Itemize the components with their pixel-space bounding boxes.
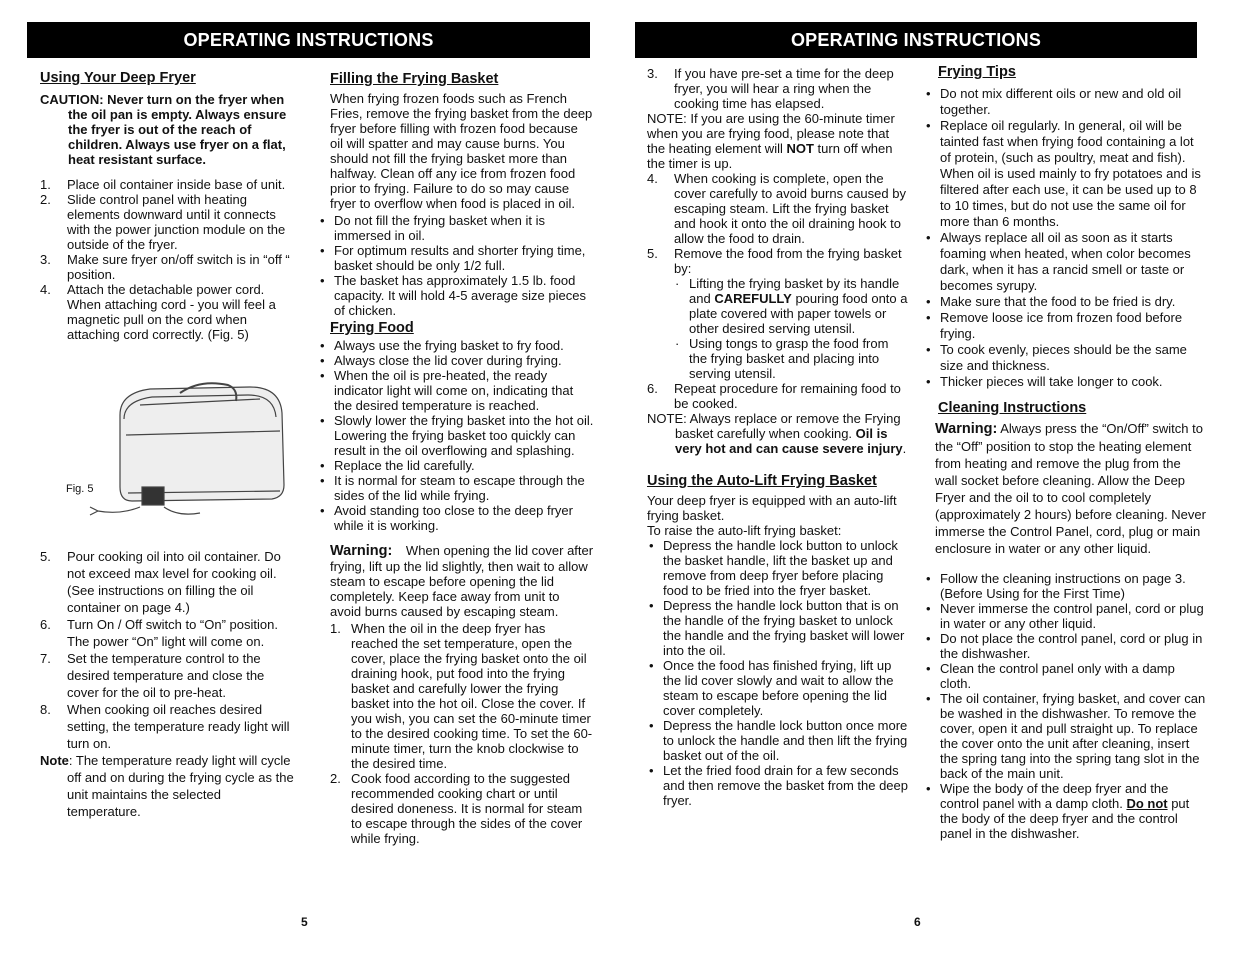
step-item: 5. Remove the food from the frying basket by:	[647, 246, 902, 276]
bullet-item: • Replace the lid carefully.	[320, 458, 475, 473]
bullet-item: • The basket has approximately 1.5 lb. food capacity. It will hold 4-5 average size pieces of chicken.	[320, 273, 586, 318]
right-page-banner	[635, 22, 1197, 58]
steps-continued	[40, 548, 298, 820]
warning-text: Always press the “On/Off” switch to the “Off” position to stop the heating element from heating and remove the plug from the wall socket before cleaning. Allow the Deep Fryer and the oil to to cool completely (approximately 2 hours) before cleaning. Never immerse the Control Panel, cord, plug or main enclosure in water or any other liquid.	[935, 421, 1206, 556]
section-heading: Using Your Deep Fryer	[40, 70, 196, 86]
steps-list	[40, 177, 298, 342]
auto-paragraph: Your deep fryer is equipped with an auto-lift frying basket.	[647, 493, 897, 523]
sub-item: · Using tongs to grasp the food from the frying basket and placing into serving utensil.	[675, 336, 889, 381]
banner-title: OPERATING INSTRUCTIONS	[183, 29, 434, 50]
cleaning-warning	[924, 420, 1206, 557]
auto-paragraph: To raise the auto-lift frying basket:	[647, 523, 842, 538]
note-timer: NOTE: If you are using the 60-minute timer when you are frying food, please note that the heating element will NOT turn off when the timer is up.	[647, 111, 895, 171]
section-heading: Using the Auto-Lift Frying Basket	[647, 473, 877, 489]
section-heading: Filling the Frying Basket	[330, 71, 499, 87]
bullet-item: • Do not mix different oils or new and old oil together.	[926, 86, 1182, 117]
cooking-steps-section	[647, 66, 909, 808]
bullet-item: • Remove loose ice from frozen food before frying.	[926, 310, 1183, 341]
note-caution: NOTE: Always replace or remove the Frying basket carefully when cooking. Oil is very hot and can cause severe injury.	[647, 411, 907, 456]
bullet-item: • Clean the control panel only with a damp cloth.	[926, 661, 1175, 691]
step-item: 2. Slide control panel with heating elements downward until it connects with the power junction module on the outside of the fryer.	[40, 192, 286, 252]
bullet-item: • Always replace all oil as soon as it starts foaming when heated, when color becomes dark, when it has a rancid smell or taste or becomes syrupy.	[926, 230, 1191, 293]
bullet-item: • Slowly lower the frying basket into the hot oil. Lowering the frying basket too quickly can result in the oil overflowing and splashing.	[320, 413, 594, 458]
bullet-item: • Always close the lid cover during frying.	[320, 353, 562, 368]
warning-paragraph	[318, 543, 594, 619]
note-text: : The temperature ready light will cycle off and on during the frying cycle as the unit maintains the selected temperature.	[67, 753, 294, 819]
bullet-item: • Never immerse the control panel, cord or plug in water or any other liquid.	[926, 601, 1204, 631]
step-item: 3. Make sure fryer on/off switch is in “off “ position.	[40, 252, 290, 282]
filling-basket-section	[318, 72, 594, 846]
bullet-item: • Let the fried food drain for a few seconds and then remove the basket from the deep fryer.	[649, 763, 908, 808]
bullet-item: • Follow the cleaning instructions on page 3. (Before Using for the First Time)	[926, 571, 1186, 601]
deep-fryer-figure	[60, 375, 300, 525]
bullet-item: • Depress the handle lock button once more to unlock the handle and then lift the frying basket out of the oil.	[649, 718, 908, 763]
step-item: 1. When the oil in the deep fryer has reached the set temperature, open the cover, place the frying basket onto the oil draining hook, put food into the frying basket and carefully lower the frying basket into the hot oil. Close the cover. If you wish, you can set the 60-minute timer to the desired cooking time. To set the 60-minute timer, turn the knob clockwise to the desired time.	[330, 621, 593, 771]
step-item: 4. When cooking is complete, open the cover carefully to avoid burns caused by escaping steam. Lift the frying basket and hook it onto the oil draining hook to allow the food to drain.	[647, 171, 906, 246]
step-item: 3. If you have pre-set a time for the deep fryer, you will hear a ring when the cooking time has elapsed.	[647, 66, 894, 111]
bullet-item: • Depress the handle lock button to unlock the basket handle, lift the basket up and remove from deep fryer before placing food to be fried into the fryer basket.	[649, 538, 898, 598]
bullet-item: • Once the food has finished frying, lift up the lid cover slowly and wait to allow the steam to escape before opening the lid cover completely.	[649, 658, 894, 718]
note-paragraph	[40, 752, 298, 820]
step-item: 1. Place oil container inside base of unit.	[40, 177, 286, 192]
using-deep-fryer-section	[40, 71, 298, 342]
warning-label: Warning:	[330, 543, 393, 559]
left-page-banner	[27, 22, 590, 58]
step-item: 8. When cooking oil reaches desired setting, the temperature ready light will turn on.	[40, 702, 290, 751]
bullet-item: • When the oil is pre-heated, the ready indicator light will come on, indicating that the desired temperature is reached.	[320, 368, 574, 413]
step-item: 5. Pour cooking oil into oil container. Do not exceed max level for cooking oil. (See instructions on filling the oil container on page 4.)	[40, 549, 281, 615]
warning-text: When opening the lid cover after frying, lift up the lid slightly, then wait to allow steam to escape before opening the lid completely. Keep face away from unit to avoid burns caused by escaping steam.	[330, 543, 594, 619]
bullet-item: • The oil container, frying basket, and cover can be washed in the dishwasher. To remove the cover, open it and pull straight up. To replace the cover onto the unit after cleaning, insert the spring tang into the spring tang slot in the back of the main unit.	[926, 691, 1206, 781]
bullet-item: • Thicker pieces will take longer to cook.	[926, 374, 1163, 389]
bullet-item: • For optimum results and shorter frying time, basket should be only 1/2 full.	[320, 243, 586, 273]
frying-tips-section	[924, 64, 1206, 841]
figure-label: Fig. 5	[66, 483, 94, 495]
note-label: Note	[40, 753, 69, 768]
bullet-item: • Always use the frying basket to fry food.	[320, 338, 564, 353]
bullet-item: • It is normal for steam to escape through the sides of the lid while frying.	[320, 473, 585, 503]
step-item: 7. Set the temperature control to the desired temperature and close the cover for the oil to pre-heat.	[40, 651, 265, 700]
bullet-item: • Do not place the control panel, cord or plug in the dishwasher.	[926, 631, 1203, 661]
bullet-item: • Depress the handle lock button that is on the handle of the frying basket to unlock the handle and the frying basket will lower into the oil.	[649, 598, 905, 658]
step-item: 6. Repeat procedure for remaining food to be cooked.	[647, 381, 901, 411]
page-number: 5	[301, 915, 308, 929]
step-item: 4. Attach the detachable power cord. When attaching cord - you will feel a magnetic pull on the cord when attaching cord correctly. (Fig. 5)	[40, 282, 276, 342]
bullet-item: • Replace oil regularly. In general, oil will be tainted fast when frying food containing a lot of protein, (such as poultry, meat and fish). When oil is used mainly to fry potatoes and is filtered after each use, it can be used up to 8 to 10 times, but do not use the same oil for more than 6 months.	[926, 118, 1201, 229]
bullet-item: • Make sure that the food to be fried is dry.	[926, 294, 1176, 309]
step-item: 2. Cook food according to the suggested recommended cooking chart or until desired doneness. It is normal for steam to escape through the sides of the cover while frying.	[330, 771, 583, 846]
sub-item: · Lifting the frying basket by its handle and CAREFULLY pouring food onto a plate covered with paper towels or other desired serving utensil.	[675, 276, 908, 336]
warning-label: Warning:	[935, 421, 998, 437]
fill-paragraph: When frying frozen foods such as French Fries, remove the frying basket from the deep fryer before filling with frozen food because oil will spatter and may cause burns. You should not fill the frying basket more than halfway. Clean off any ice from frozen food prior to frying. Failure to do so may cause fryer to overflow when food is placed in oil.	[330, 91, 593, 211]
bullet-item: • Do not fill the frying basket when it is immersed in oil.	[320, 213, 545, 243]
bullet-item: • Avoid standing too close to the deep fryer while it is working.	[320, 503, 573, 533]
step-item: 6. Turn On / Off switch to “On” position. The power “On” light will come on.	[40, 617, 278, 649]
page-number: 6	[914, 915, 921, 929]
bullet-item: • To cook evenly, pieces should be the same size and thickness.	[926, 342, 1187, 373]
section-heading: Frying Tips	[938, 64, 1016, 80]
caution-text: CAUTION: Never turn on the fryer when the oil pan is empty. Always ensure the fryer is out of the reach of children. Always use fryer on a flat, heat resistant surface.	[40, 92, 287, 167]
bullet-item: • Wipe the body of the deep fryer and the control panel with a damp cloth. Do not put the body of the deep fryer and the control panel in the dishwasher.	[926, 781, 1190, 841]
section-heading: Cleaning Instructions	[938, 400, 1087, 416]
banner-title: OPERATING INSTRUCTIONS	[790, 29, 1042, 50]
section-heading: Frying Food	[330, 320, 414, 336]
